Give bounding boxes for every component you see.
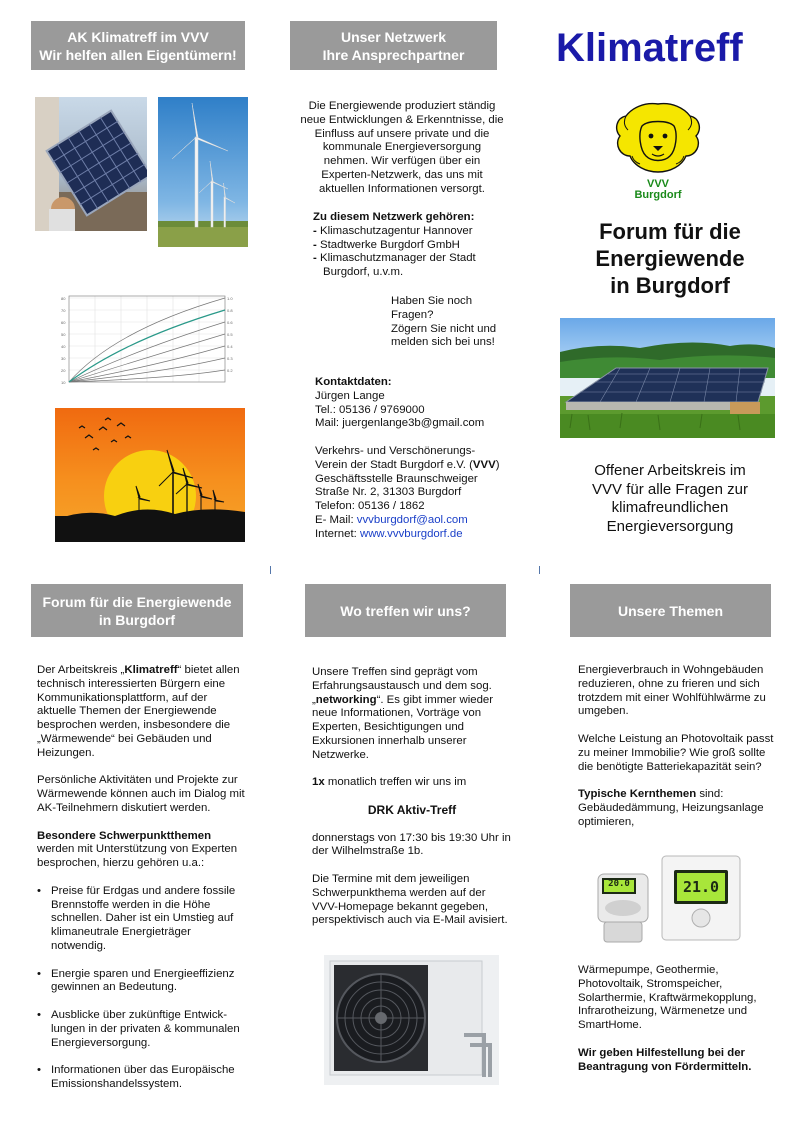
photo-heat-pump (324, 955, 499, 1085)
svg-text:1.0: 1.0 (227, 296, 233, 301)
org-email-link[interactable]: vvvburgdorf@aol.com (356, 513, 468, 526)
themes-panel-text-top (578, 664, 778, 830)
svg-text:40: 40 (61, 344, 66, 349)
fold-mark (270, 566, 271, 574)
forum-paragraph-2: Persönliche Aktivitäten und Projekte zur Wärmewende können auch im Dialog mit AK-Teilnehmern diskutiert werden. (37, 774, 245, 814)
logo-burgdorf-text: Burgdorf (634, 189, 682, 201)
themes-paragraph-1: Energieverbrauch in Wohngebäuden reduzieren, ohne zu frieren und sich trotzdem mit einer Wohlfühlwärme zu umgeben. (578, 664, 766, 718)
photo-wind-turbines (158, 97, 248, 247)
network-members (313, 211, 513, 280)
meet-paragraph-4: Die Termine mit dem jeweiligen Schwerpunkthema werden auf der VVV-Homepage bekannt gegeben, perspektivisch auch via E-Mail avisiert. (312, 872, 508, 927)
fold-mark (539, 566, 540, 574)
forum-paragraph-3: Besondere Schwerpunktthemen werden mit Unterstützung von Experten besprochen, hierzu gehören u.a.: (37, 829, 238, 870)
themes-paragraph-2: Welche Leistung an Photovoltaik passt zu meiner Immobilie? Wie groß sollte die benötigte Batteriekapazität sein? (578, 732, 774, 773)
list-item: • Energie sparen und Energieeffizienz gewinnen an Bedeutung. (37, 968, 247, 996)
topics-list (37, 885, 247, 1092)
themes-paragraph-3: Typische Kernthemen sind: Gebäudedämmung, Heizungsanlage optimieren, (578, 788, 764, 828)
line-chart-graph (55, 290, 240, 390)
illustration-sunset-wind-turbines (55, 408, 245, 542)
contact-name: Jürgen Lange (315, 389, 385, 402)
thermostat-reading-large: 21.0 (682, 878, 720, 896)
members-heading: Zu diesem Netzwerk gehören: (313, 211, 475, 223)
svg-text:0.4: 0.4 (227, 344, 233, 349)
meet-time: donnerstags von 17:30 bis 19:30 Uhr in der Wilhelmstraße 1b. (312, 831, 511, 858)
photo-solar-panel-carrying (35, 97, 147, 231)
contact-heading: Kontaktdaten: (315, 376, 392, 388)
forum-panel-header: Forum für die Energiewende in Burgdorf (31, 584, 243, 637)
cover-title: Klimatreff (556, 26, 743, 70)
forum-paragraph-1: Der Arbeitskreis „Klimatreff“ bietet allen technisch interessierten Bürgern eine Kommunikationsplattform, auf der aktuelle Themen der Energiewende besprochen werden, insbesondere die „Wärmewende“ bei Gebäuden und Heizungen. (37, 664, 240, 759)
themes-paragraph-4: Wärmepumpe, Geothermie, Photovoltaik, Stromspeicher, Solarthermie, Kraftwärmekopplung, Infrarotheizung, Wärmenetze und SmartHome. (578, 964, 757, 1032)
svg-text:0.5: 0.5 (227, 332, 233, 337)
left-panel-header: AK Klimatreff im VVV Wir helfen allen Eigentümern! (31, 21, 245, 70)
contact-question: Haben Sie noch Fragen? Zögern Sie nicht und melden sich bei uns! (391, 295, 497, 349)
svg-text:80: 80 (61, 296, 66, 301)
themes-panel-text-bottom (578, 964, 778, 1074)
photo-solar-roof-house (560, 318, 775, 438)
org-website-link[interactable]: www.vvvburgdorf.de (359, 527, 463, 540)
contact-tel: Tel.: 05136 / 9769000 (315, 403, 425, 416)
list-item: • Informationen über das Europäische Emissionshandelssystem. (37, 1064, 247, 1092)
member-item: - Klimaschutzagentur Hannover (313, 224, 473, 237)
photo-thermostats (590, 852, 745, 947)
svg-text:10: 10 (61, 380, 66, 385)
svg-text:20: 20 (61, 368, 66, 373)
contact-data: Kontaktdaten: Jürgen Lange Tel.: 05136 / 9769000 Mail: juergenlange3b@gmail.com Verkehrs- und Verschönerungs- Verein der Stadt Burgdorf e.V. (VVV) Geschäftsstelle Braunschweiger Straße Nr. 2, 31303 Burgdorf Telefon: 05136 / 1862 E- Mail: vvvburgdorf@aol.com Internet: www.vvvburgdorf.de (315, 376, 525, 542)
cover-forum-title: Forum für die Energiewende in Burgdorf (595, 219, 745, 298)
network-intro: Die Energiewende produziert ständig neue Entwicklungen & Erkenntnisse, die Einfluss auf unsere private und die kommunale Energieversorgung nehmen. Wir verfügen über ein Experten-Netzwerk, das uns mit aktuellen Informationen versorgt. (300, 100, 504, 195)
meet-paragraph-2: 1x monatlich treffen wir uns im (312, 776, 467, 789)
svg-text:30: 30 (61, 356, 66, 361)
meet-place: DRK Aktiv-Treff (367, 802, 457, 817)
list-item: • Preise für Erdgas und andere fossile Brennstoffe werden in die Höhe schnellen. Daher ist ein Umstieg auf klimaneutrale Energieträger notwendig. (37, 885, 247, 954)
meet-panel-header: Wo treffen wir uns? (305, 584, 506, 637)
cover-subtitle: Offener Arbeitskreis im VVV für alle Fragen zur klimafreundlichen Energieversorgung (592, 462, 748, 535)
svg-text:50: 50 (61, 332, 66, 337)
svg-text:70: 70 (61, 308, 66, 313)
member-item: - Klimaschutzmanager der Stadt Burgdorf, u.v.m. (313, 252, 476, 279)
thermostat-reading-small: 20.0 (608, 879, 630, 889)
svg-text:0.2: 0.2 (227, 368, 233, 373)
logo-vvv-text: VVV (646, 178, 669, 190)
meet-paragraph-1: Unsere Treffen sind geprägt vom Erfahrungsaustausch und dem sog. „networking“. Es gibt immer wieder neue Informationen, Vorträge von Experten, Besichtigungen und Exkursionen innerhalb unserer Netzwerke. (312, 666, 494, 761)
themes-paragraph-5: Wir geben Hilfestellung bei der Beantragung von Fördermitteln. (578, 1046, 752, 1073)
network-panel-header: Unser Netzwerk Ihre Ansprechpartner (290, 21, 497, 70)
svg-text:0.3: 0.3 (227, 356, 233, 361)
meet-panel-text (312, 666, 512, 928)
themes-panel-header: Unsere Themen (570, 584, 771, 637)
vvv-lion-logo (612, 100, 704, 201)
list-item: • Ausblicke über zukünftige Entwick-lungen in der privaten & kommunalen Energieversorgung. (37, 1009, 247, 1050)
svg-text:0.8: 0.8 (227, 308, 233, 313)
member-item: - Stadtwerke Burgdorf GmbH (313, 238, 460, 251)
svg-text:60: 60 (61, 320, 66, 325)
svg-text:0.6: 0.6 (227, 320, 233, 325)
contact-mail: Mail: juergenlange3b@gmail.com (315, 417, 485, 430)
forum-panel-text (37, 664, 247, 1092)
